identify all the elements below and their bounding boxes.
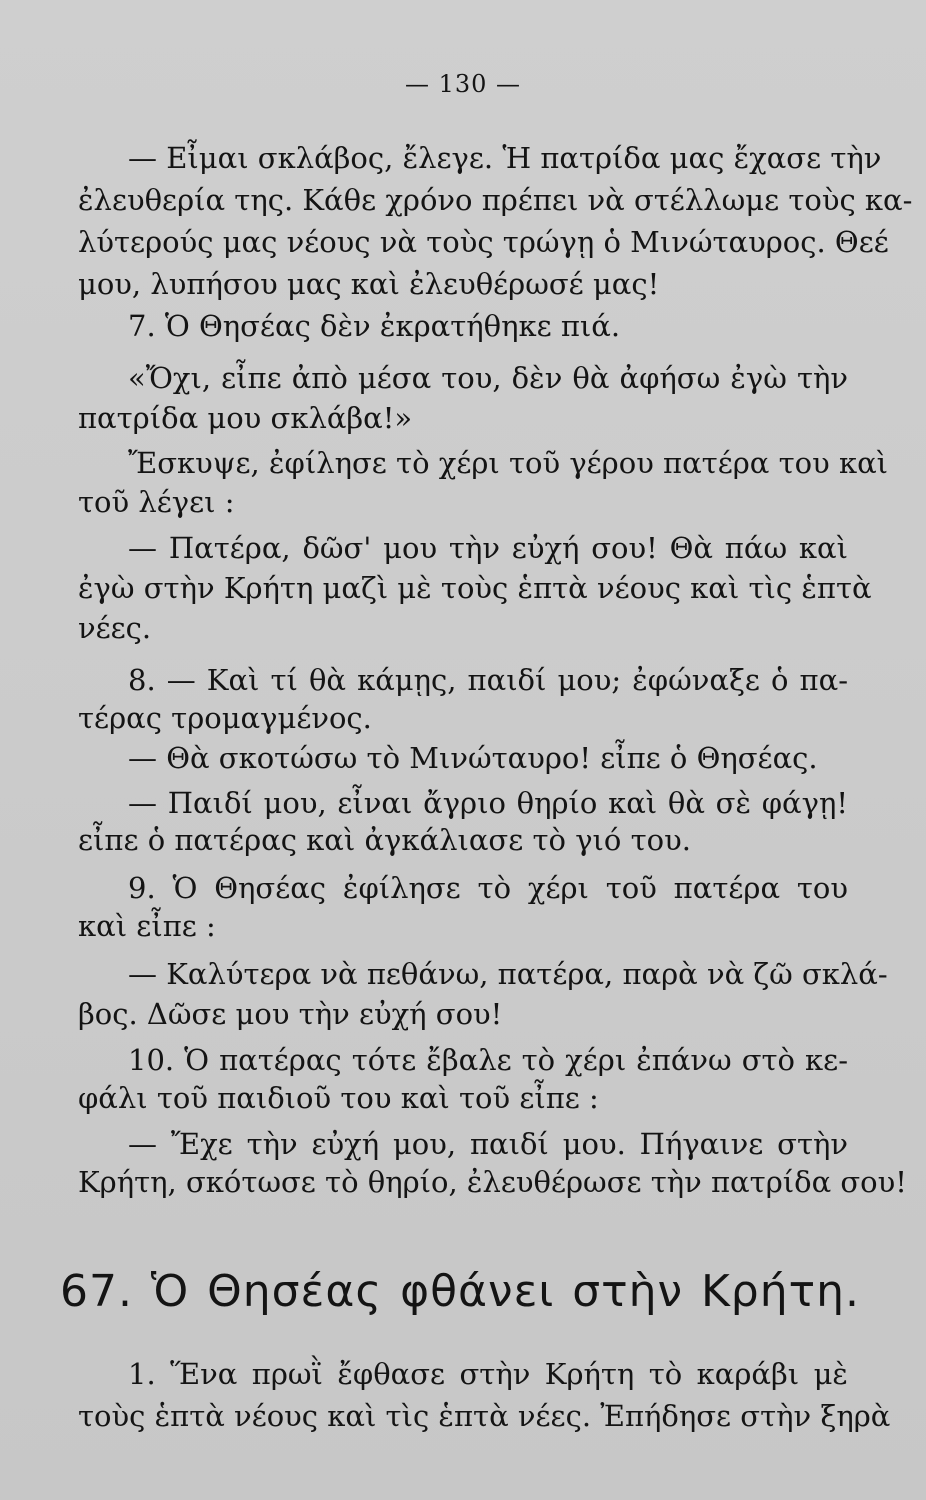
text-line: 9. Ὁ Θησέας ἐφίλησε τὸ χέρι τοῦ πατέρα του [128, 871, 848, 905]
text-line: εἶπε ὁ πατέρας καὶ ἀγκάλιασε τὸ γιό του. [78, 823, 691, 857]
text-line: λύτερούς μας νέους νὰ τοὺς τρώγῃ ὁ Μινώταυρος. Θεέ [78, 225, 889, 259]
text-line: — Πατέρα, δῶσ' μου τὴν εὐχή σου! Θὰ πάω καὶ [128, 531, 848, 565]
text-line: τοῦ λέγει : [78, 485, 235, 519]
text-line: «Ὄχι, εἶπε ἀπὸ μέσα του, δὲν θὰ ἀφήσω ἐγὼ τὴν [128, 361, 848, 395]
text-line: 8. — Καὶ τί θὰ κάμῃς, παιδί μου; ἐφώναξε ὁ πα- [128, 663, 848, 697]
text-line: μου, λυπήσου μας καὶ ἐλευθέρωσέ μας! [78, 267, 660, 301]
page-number: — 130 — [404, 70, 522, 98]
chapter-heading: 67. Ὁ Θησέας φθάνει στὴν Κρήτη. [60, 1266, 860, 1317]
text-line: — Ἔχε τὴν εὐχή μου, παιδί μου. Πήγαινε στὴν [128, 1127, 848, 1161]
text-line: — Εἶμαι σκλάβος, ἔλεγε. Ἡ πατρίδα μας ἔχασε τὴν [128, 141, 882, 175]
text-line: — Θὰ σκοτώσω τὸ Μινώταυρο! εἶπε ὁ Θησέας. [128, 741, 818, 775]
text-line: βος. Δῶσε μου τὴν εὐχή σου! [78, 997, 503, 1031]
text-line: νέες. [78, 611, 152, 645]
text-line: τέρας τρομαγμένος. [78, 701, 372, 735]
text-line: 10. Ὁ πατέρας τότε ἔβαλε τὸ χέρι ἐπάνω στὸ κε- [128, 1043, 848, 1077]
text-line: φάλι τοῦ παιδιοῦ του καὶ τοῦ εἶπε : [78, 1081, 599, 1115]
text-line: τοὺς ἑπτὰ νέους καὶ τὶς ἑπτὰ νέες. Ἐπήδησε στὴν ξηρὰ [78, 1399, 891, 1433]
text-line: Κρήτη, σκότωσε τὸ θηρίο, ἐλευθέρωσε τὴν πατρίδα σου! [78, 1165, 907, 1199]
text-line: ἐγὼ στὴν Κρήτη μαζὶ μὲ τοὺς ἑπτὰ νέους καὶ τὶς ἑπτὰ [78, 571, 872, 605]
text-line: 1. Ἕνα πρωῒ ἔφθασε στὴν Κρήτη τὸ καράβι μὲ [128, 1357, 848, 1391]
text-line: Ἔσκυψε, ἐφίλησε τὸ χέρι τοῦ γέρου πατέρα του καὶ [128, 446, 889, 480]
text-line: καὶ εἶπε : [78, 909, 216, 943]
text-line: πατρίδα μου σκλάβα!» [78, 401, 413, 435]
text-line: — Παιδί μου, εἶναι ἄγριο θηρίο καὶ θὰ σὲ φάγῃ! [128, 786, 848, 820]
text-line: ἐλευθερία της. Κάθε χρόνο πρέπει νὰ στέλλωμε τοὺς κα- [78, 183, 913, 217]
text-line: 7. Ὁ Θησέας δὲν ἐκρατήθηκε πιά. [128, 309, 621, 343]
text-line: — Καλύτερα νὰ πεθάνω, πατέρα, παρὰ νὰ ζῶ σκλά- [128, 957, 888, 991]
